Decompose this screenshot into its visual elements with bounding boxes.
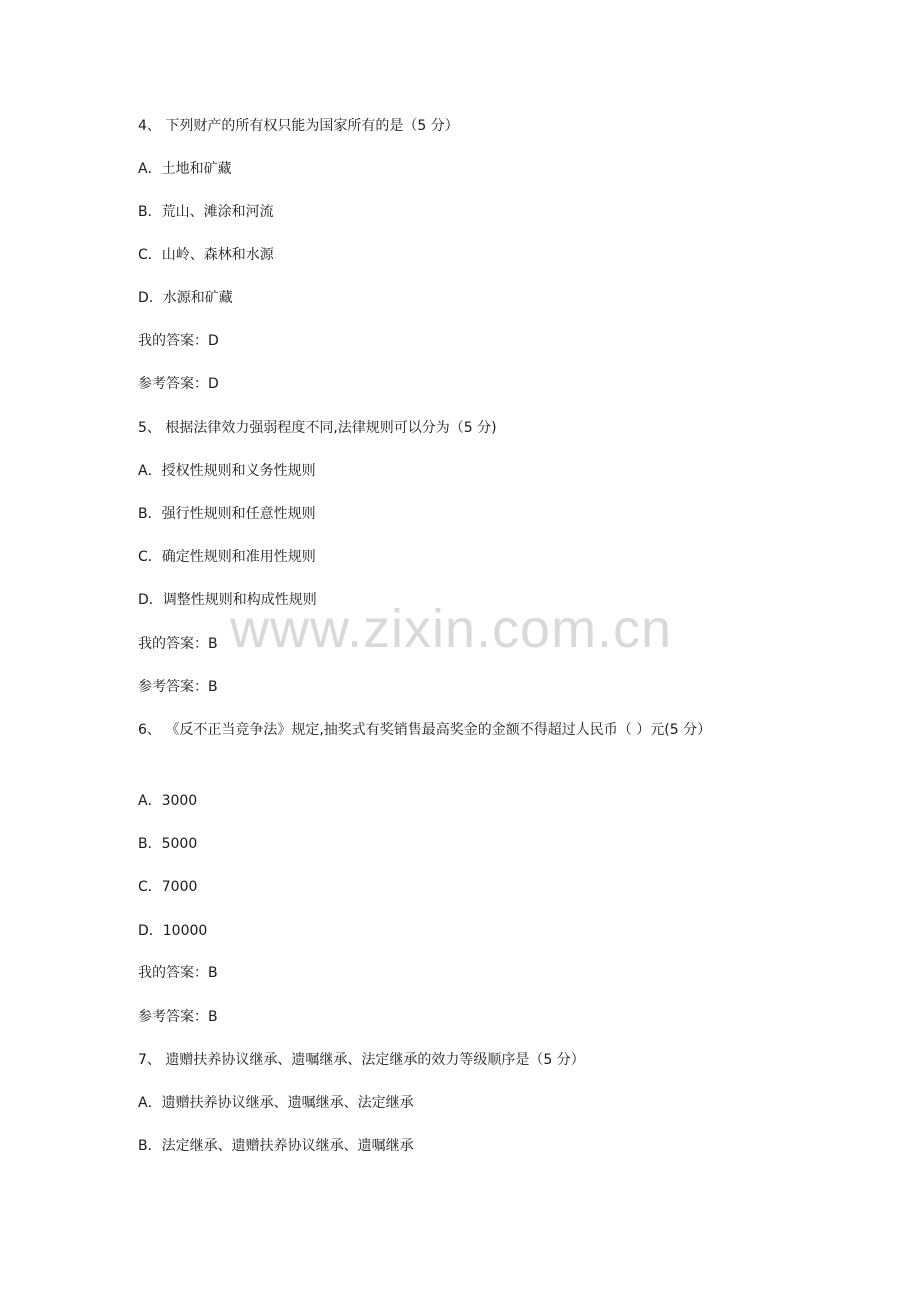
question-4-option-c: C．山岭、森林和水源 bbox=[138, 247, 274, 263]
question-5-option-b: B．强行性规则和任意性规则 bbox=[138, 506, 316, 522]
question-4-option-b: B．荒山、滩涂和河流 bbox=[138, 204, 274, 220]
question-5-reference-answer: 参考答案：B bbox=[138, 679, 218, 695]
question-4-my-answer: 我的答案：D bbox=[138, 333, 219, 349]
question-5-stem: 5、 根据法律效力强弱程度不同,法律规则可以分为（5 分) bbox=[138, 420, 497, 436]
question-6-my-answer: 我的答案：B bbox=[138, 965, 218, 981]
question-7-stem: 7、 遗赠扶养协议继承、遗嘱继承、法定继承的效力等级顺序是（5 分） bbox=[138, 1052, 585, 1068]
question-6-reference-answer: 参考答案：B bbox=[138, 1009, 218, 1025]
question-6-option-b: B．5000 bbox=[138, 836, 198, 852]
question-7-option-b: B．法定继承、遗赠扶养协议继承、遗嘱继承 bbox=[138, 1138, 414, 1154]
question-7-option-a: A．遗赠扶养协议继承、遗嘱继承、法定继承 bbox=[138, 1095, 414, 1111]
question-5-my-answer: 我的答案：B bbox=[138, 636, 218, 652]
question-4-stem: 4、 下列财产的所有权只能为国家所有的是（5 分） bbox=[138, 118, 459, 134]
question-5-option-c: C．确定性规则和准用性规则 bbox=[138, 549, 316, 565]
question-6-option-d: D．10000 bbox=[138, 923, 208, 939]
watermark: www.zixin.com.cn bbox=[230, 599, 673, 659]
question-4-option-a: A．土地和矿藏 bbox=[138, 161, 232, 177]
question-5-option-d: D．调整性规则和构成性规则 bbox=[138, 592, 317, 608]
question-4-option-d: D．水源和矿藏 bbox=[138, 290, 233, 306]
question-5-option-a: A．授权性规则和义务性规则 bbox=[138, 463, 316, 479]
question-6-option-a: A．3000 bbox=[138, 793, 198, 809]
question-6-option-c: C．7000 bbox=[138, 879, 198, 895]
question-4-reference-answer: 参考答案：D bbox=[138, 376, 219, 392]
question-6-stem: 6、 《反不正当竞争法》规定,抽奖式有奖销售最高奖金的金额不得超过人民币（ ）元(5 分） bbox=[138, 722, 712, 738]
